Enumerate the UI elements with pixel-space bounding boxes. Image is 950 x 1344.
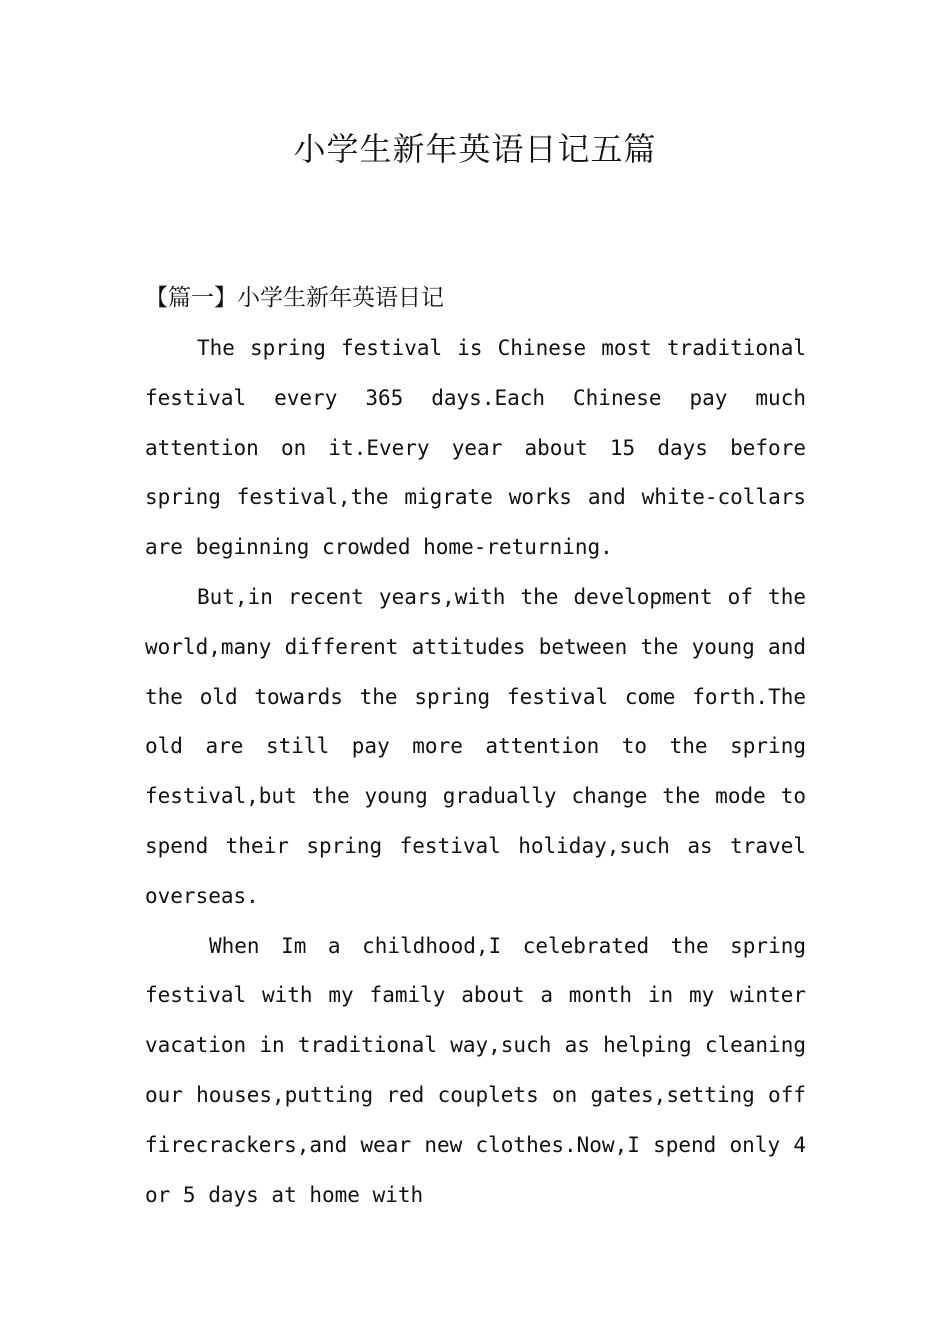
- section-body: [145, 324, 806, 1220]
- paragraph-1: The spring festival is Chinese most traditional festival every 365 days.Each Chinese pay much attention on it.Every year about 15 days before spring festival,the migrate works and white-collars are beginning crowded home-returning.: [145, 336, 806, 560]
- document-title: 小学生新年英语日记五篇: [293, 130, 657, 168]
- paragraph-3: When Im a childhood,I celebrated the spring festival with my family about a month in my winter vacation in traditional way,such as helping cleaning our houses,putting red couplets on gates,setting off firecrackers,and wear new clothes.Now,I spend only 4 or 5 days at home with: [145, 933, 806, 1207]
- section-heading: 【篇一】小学生新年英语日记: [145, 285, 444, 311]
- paragraph-2: But,in recent years,with the development of the world,many different attitudes between the young and the old towards the spring festival come forth.The old are still pay more attention to the spring festival,but the young gradually change the mode to spend their spring festival holiday,such as travel overseas.: [145, 584, 806, 908]
